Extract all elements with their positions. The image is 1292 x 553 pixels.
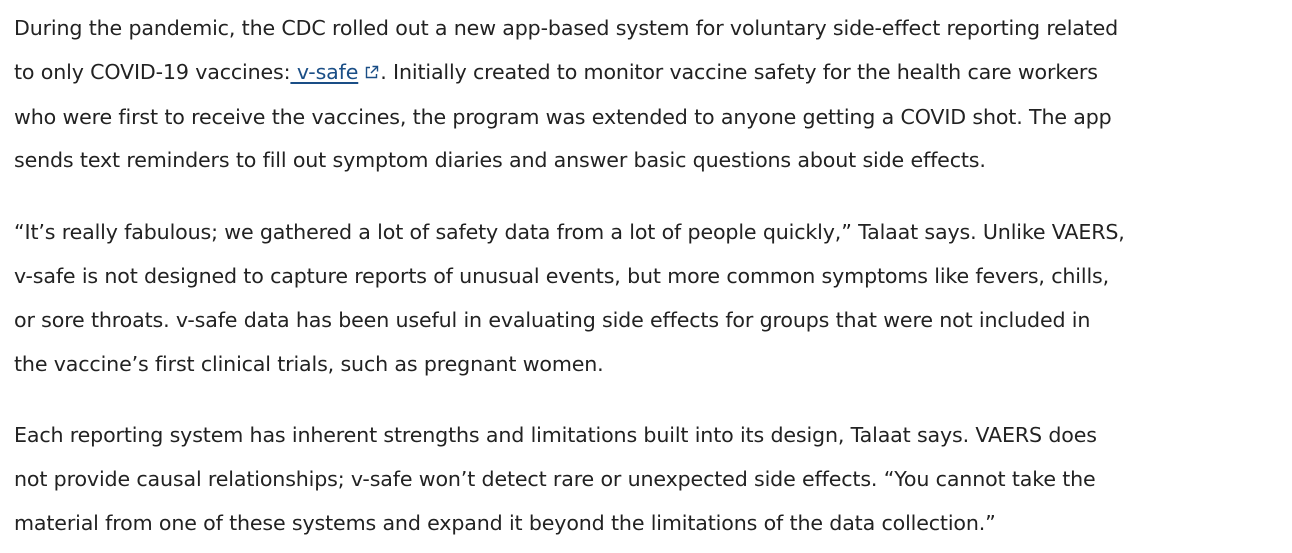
paragraph-reporting-limitations — [14, 414, 1270, 545]
text-line: v-safe is not designed to capture reports of unusual events, but more common symptoms like fevers, chills, — [14, 263, 1109, 288]
text-line: During the pandemic, the CDC rolled out a new app-based system for voluntary side-effect reporting related — [14, 16, 1119, 40]
text-line: the vaccine’s first clinical trials, such as pregnant women. — [14, 351, 604, 376]
text-line: “It’s really fabulous; we gathered a lot of safety data from a lot of people quickly,” Talaat says. Unlike VAERS, — [14, 220, 1125, 245]
paragraph-vsafe-intro — [14, 7, 1270, 183]
text-line: material from one of these systems and expand it beyond the limitations of the data collection.” — [14, 510, 996, 535]
text-segment: to only COVID-19 vaccines: — [14, 59, 291, 84]
text-line: who were first to receive the vaccines, the program was extended to anyone getting a COVID shot. The app — [14, 104, 1112, 129]
external-link-icon[interactable] — [364, 52, 379, 96]
text-line-with-link — [14, 51, 1270, 96]
text-line: Each reporting system has inherent strengths and limitations built into its design, Talaat says. VAERS does — [14, 423, 1097, 448]
text-line: not provide causal relationships; v-safe won’t detect rare or unexpected side effects. “You cannot take the — [14, 467, 1096, 492]
v-safe-link[interactable]: v-safe — [290, 59, 359, 84]
text-line: sends text reminders to fill out symptom diaries and answer basic questions about side effects. — [14, 148, 986, 173]
text-segment: . Initially created to monitor vaccine safety for the health care workers — [380, 59, 1098, 84]
paragraph-talaat-quote — [14, 211, 1270, 386]
text-line: or sore throats. v-safe data has been useful in evaluating side effects for groups that were not included in — [14, 307, 1091, 332]
